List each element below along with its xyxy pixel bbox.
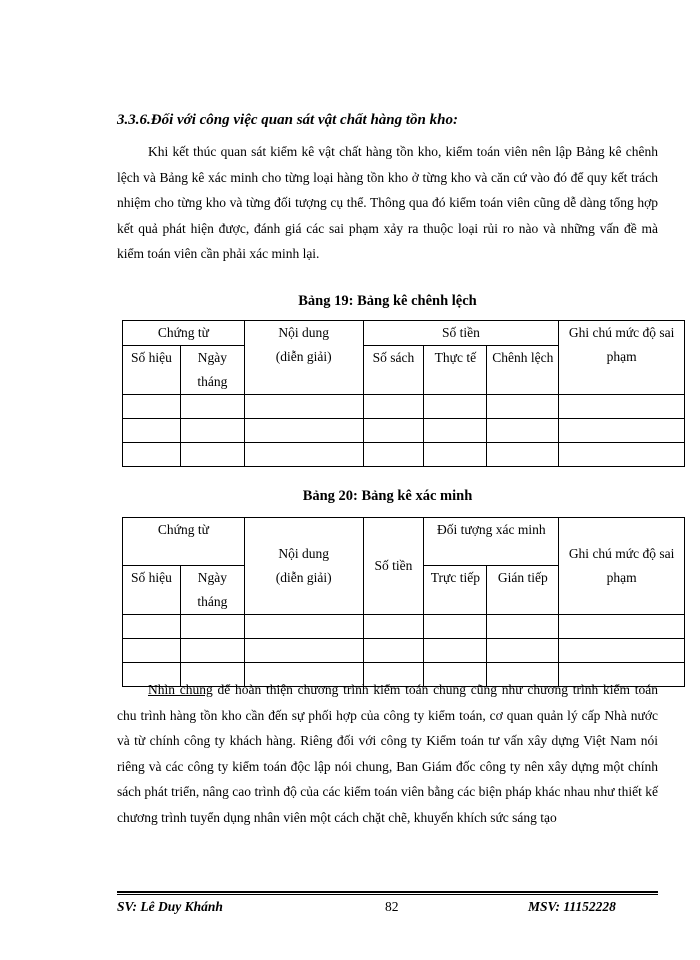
- paragraph-2: [117, 677, 658, 830]
- header-so-sach: Số sách: [363, 346, 424, 395]
- header-ghi-chu: Ghi chú mức độ sai phạm: [559, 518, 685, 615]
- header-noi-dung: [244, 518, 363, 615]
- header-noi-dung: [244, 321, 363, 395]
- footer-student: SV: Lê Duy Khánh: [117, 899, 223, 914]
- header-so-hieu: Số hiệu: [123, 566, 181, 615]
- header-chung-tu: Chứng từ: [123, 518, 245, 566]
- section-heading: 3.3.6.Đối với công việc quan sát vật chất hàng tồn kho:: [117, 112, 458, 128]
- table-row: [123, 419, 685, 443]
- footer-msv: MSV: 11152228: [528, 899, 616, 914]
- header-noi-dung-sub: (diễn giải): [275, 349, 332, 364]
- header-noi-dung-label: Nội dung: [278, 546, 329, 561]
- header-so-tien: Số tiền: [363, 518, 424, 615]
- header-ngay-thang: Ngày tháng: [180, 566, 244, 615]
- header-chung-tu: Chứng từ: [123, 321, 245, 346]
- header-noi-dung-sub: (diễn giải): [275, 570, 332, 585]
- header-truc-tiep: Trực tiếp: [424, 566, 487, 615]
- header-noi-dung-label: Nội dung: [278, 325, 329, 340]
- footer-divider-thin: [117, 894, 658, 895]
- header-doi-tuong: Đối tượng xác minh: [424, 518, 559, 566]
- paragraph-2-body: để hoàn thiện chương trình kiểm toán chung cũng như chương trình kiểm toán chu trình hàng tồn kho cần đến sự phối hợp của công ty kiểm toán, cơ quan quản lý cấp Nhà nước và từ chính công ty khách hàng. Riêng đối với công ty Kiểm toán tư vấn xây dựng Việt Nam nói riêng và các công ty kiểm toán độc lập nói chung, Ban Giám đốc công ty nên xây dựng một chính sách phát triển, nâng cao trình độ của các kiểm toán viên bằng các biện pháp khác nhau như thiết kế chương trình tuyển dụng nhân viên một cách chặt chẽ, khuyến khích sức sáng tạo: [117, 682, 658, 825]
- table1-caption: Bảng 19: Bảng kê chênh lệch: [298, 293, 477, 309]
- page-number: 82: [385, 899, 399, 914]
- header-ghi-chu: Ghi chú mức độ sai phạm: [559, 321, 685, 395]
- table-row: [123, 395, 685, 419]
- table-row: [123, 639, 685, 663]
- header-ngay-thang: Ngày tháng: [180, 346, 244, 395]
- paragraph-2-lead: Nhìn chung: [148, 682, 213, 697]
- table-row: [123, 443, 685, 467]
- header-gian-tiep: Gián tiếp: [487, 566, 559, 615]
- header-chenh-lech: Chênh lệch: [487, 346, 559, 395]
- variance-table: [122, 320, 685, 467]
- footer-divider: [117, 891, 658, 893]
- table2-caption: Bảng 20: Bảng kê xác minh: [302, 488, 473, 504]
- header-thuc-te: Thực tế: [424, 346, 487, 395]
- header-so-tien: Số tiền: [363, 321, 559, 346]
- header-so-hieu: Số hiệu: [123, 346, 181, 395]
- verification-table: [122, 517, 685, 687]
- table-row: [123, 615, 685, 639]
- paragraph-1: Khi kết thúc quan sát kiểm kê vật chất hàng tồn kho, kiểm toán viên nên lập Bảng kê chênh lệch và Bảng kê xác minh cho từng loại hàng tồn kho ở từng kho và căn cứ vào đó để quy kết trách nhiệm cho từng kho và từng đối tượng cụ thể. Thông qua đó kiểm toán viên cũng dễ dàng tổng hợp kết quả phát hiện được, đánh giá các sai phạm xảy ra thuộc loại rủi ro nào và những vấn đề mà kiểm toán viên cần phải xác minh lại.: [117, 144, 658, 261]
